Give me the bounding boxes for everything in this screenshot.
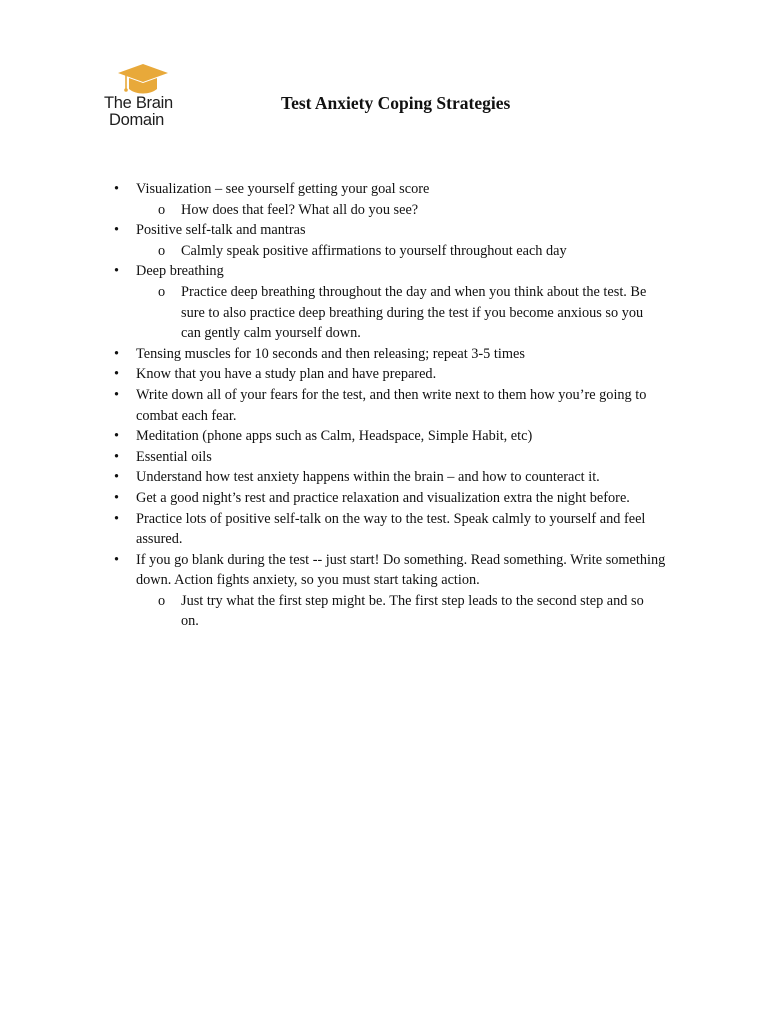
list-item xyxy=(0,261,768,343)
sub-list-item-text: Practice deep breathing throughout the day and when you think about the test. Be sure to also practice deep breathing during the test if you become anxious so you can gently calm yourself down. xyxy=(181,283,647,342)
strategies-list-container xyxy=(0,179,768,632)
brand-logo xyxy=(104,62,194,134)
bullet-marker: • xyxy=(114,551,120,568)
list-item-text: Tensing muscles for 10 seconds and then releasing; repeat 3-5 times xyxy=(136,345,525,362)
sub-list-item xyxy=(158,282,674,344)
bullet-marker: • xyxy=(114,222,120,239)
logo-wordmark xyxy=(104,95,173,129)
document-title: Test Anxiety Coping Strategies xyxy=(281,93,511,113)
list-item xyxy=(0,467,768,488)
bullet-marker: • xyxy=(114,510,120,527)
list-item-text: Write down all of your fears for the test, and then write next to them how you’re going to combat each fear. xyxy=(136,386,647,424)
sub-list-item-text: Just try what the first step might be. The first step leads to the second step and so on. xyxy=(181,592,644,630)
sub-list-item-text: How does that feel? What all do you see? xyxy=(181,201,419,218)
list-item xyxy=(0,220,768,261)
sub-list xyxy=(136,591,674,632)
logo-line-2: Domain xyxy=(109,111,165,129)
strategies-list xyxy=(0,179,768,632)
sub-list-item xyxy=(158,200,674,221)
list-item-text: Know that you have a study plan and have prepared. xyxy=(136,366,437,383)
sub-bullet-marker: o xyxy=(158,242,166,259)
bullet-marker: • xyxy=(114,263,120,280)
list-item-text: Practice lots of positive self-talk on the way to the test. Speak calmly to yourself and feel assured. xyxy=(136,510,646,548)
bullet-marker: • xyxy=(114,181,120,197)
bullet-marker: • xyxy=(114,366,120,383)
list-item xyxy=(0,488,768,509)
list-item xyxy=(0,179,768,220)
list-item-text: Meditation (phone apps such as Calm, Headspace, Simple Habit, etc) xyxy=(136,428,533,445)
bullet-marker: • xyxy=(114,469,120,486)
list-item-text: Understand how test anxiety happens within the brain – and how to counteract it. xyxy=(136,469,600,486)
bullet-marker: • xyxy=(114,428,120,445)
list-item xyxy=(0,344,768,365)
list-item-text: Deep breathing xyxy=(136,263,224,280)
bullet-marker: • xyxy=(114,448,120,465)
list-item-text: Visualization – see yourself getting your goal score xyxy=(136,181,430,197)
bullet-marker: • xyxy=(114,489,120,506)
list-item xyxy=(0,426,768,447)
sub-bullet-marker: o xyxy=(158,283,166,300)
sub-list-item-text: Calmly speak positive affirmations to yourself throughout each day xyxy=(181,242,567,259)
list-item-text: Positive self-talk and mantras xyxy=(136,222,306,239)
logo-line-1: The Brain xyxy=(104,94,173,112)
list-item xyxy=(0,447,768,468)
list-item-text: Get a good night’s rest and practice relaxation and visualization extra the night before. xyxy=(136,489,630,506)
list-item-text: If you go blank during the test -- just start! Do something. Read something. Write something down. Action fights anxiety, so you must start taking action. xyxy=(136,551,666,589)
sub-list xyxy=(136,241,674,262)
sub-list-item xyxy=(158,241,674,262)
list-item xyxy=(0,509,768,550)
sub-bullet-marker: o xyxy=(158,592,166,609)
sub-list xyxy=(136,282,674,344)
list-item xyxy=(0,385,768,426)
list-item xyxy=(0,364,768,385)
graduation-cap-icon xyxy=(116,62,170,98)
bullet-marker: • xyxy=(114,386,120,403)
list-item-text: Essential oils xyxy=(136,448,212,465)
bullet-marker: • xyxy=(114,345,120,362)
sub-list xyxy=(136,200,674,221)
sub-bullet-marker: o xyxy=(158,201,166,218)
sub-list-item xyxy=(158,591,674,632)
list-item xyxy=(0,550,768,632)
